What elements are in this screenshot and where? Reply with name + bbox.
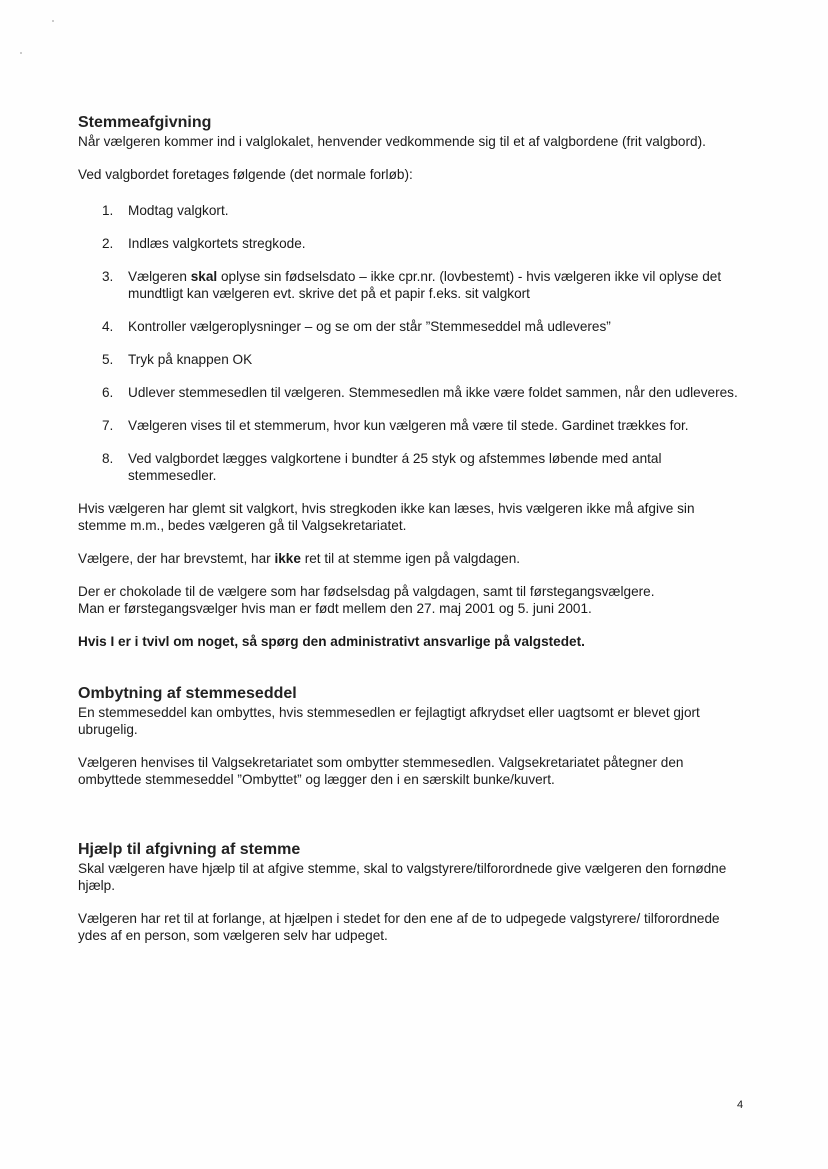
list-item bbox=[78, 318, 746, 335]
chocolate-line-2: Man er førstegangsvælger hvis man er født mellem den 27. maj 2001 og 5. juni 2001. bbox=[78, 601, 592, 616]
step-text: Indlæs valgkortets stregkode. bbox=[128, 236, 306, 251]
step-number: 6. bbox=[102, 385, 114, 400]
hjaelp-paragraph-2: Vælgeren har ret til at forlange, at hjælpen i stedet for den ene af de to udpegede valgstyrere/ tilforordnede ydes af en person, som vælgeren selv har udpeget. bbox=[78, 911, 720, 943]
step-number: 4. bbox=[102, 319, 114, 334]
list-item bbox=[78, 235, 746, 252]
step-number: 7. bbox=[102, 418, 114, 433]
step-text: Udlever stemmesedlen til vælgeren. Stemmesedlen må ikke være foldet sammen, når den udleveres. bbox=[128, 385, 738, 400]
list-item bbox=[78, 351, 746, 368]
step-text: Modtag valgkort. bbox=[128, 203, 229, 218]
steps-list bbox=[78, 202, 746, 484]
step-text: Vælgeren vises til et stemmerum, hvor kun vælgeren må være til stede. Gardinet trækkes for. bbox=[128, 418, 689, 433]
step-number: 1. bbox=[102, 203, 114, 218]
step-text-bold: skal bbox=[190, 269, 218, 284]
ombytning-paragraph-1: En stemmeseddel kan ombyttes, hvis stemmesedlen er fejlagtigt afkrydset eller uagtsomt er blevet gjort ubrugelig. bbox=[78, 705, 700, 737]
list-item bbox=[78, 450, 746, 484]
page-number: 4 bbox=[737, 1099, 744, 1111]
scan-speck bbox=[52, 20, 54, 22]
hjaelp-paragraph-1: Skal vælgeren have hjælp til at afgive stemme, skal to valgstyrere/tilforordnede give vælgeren den fornødne hjælp. bbox=[78, 861, 727, 893]
doubt-note: Hvis I er i tvivl om noget, så spørg den administrativt ansvarlige på valgstedet. bbox=[78, 634, 585, 649]
list-item bbox=[78, 384, 746, 401]
postal-vote-bold: ikke bbox=[274, 551, 301, 566]
section-heading-ombytning: Ombytning af stemmeseddel bbox=[78, 685, 297, 702]
steps-lead: Ved valgbordet foretages følgende (det normale forløb): bbox=[78, 167, 413, 182]
list-item bbox=[78, 268, 746, 302]
scan-speck bbox=[20, 52, 22, 54]
step-text-post: oplyse sin fødselsdato – ikke cpr.nr. (lovbestemt) - hvis vælgeren ikke vil oplyse det mundtligt kan vælgeren evt. skrive det på et papir f.eks. sit valgkort bbox=[128, 269, 722, 301]
step-number: 3. bbox=[102, 269, 114, 284]
step-number: 2. bbox=[102, 236, 114, 251]
step-number: 8. bbox=[102, 451, 114, 466]
list-item bbox=[78, 202, 746, 219]
ombytning-paragraph-2: Vælgeren henvises til Valgsekretariatet som ombytter stemmesedlen. Valgsekretariatet påtegner den ombyttede stemmeseddel ”Ombyttet” og lægger den i en særskilt bunke/kuvert. bbox=[78, 755, 684, 787]
page-content bbox=[78, 113, 746, 944]
section-heading-hjaelp: Hjælp til afgivning af stemme bbox=[78, 841, 301, 858]
step-text: Kontroller vælgeroplysninger – og se om der står ”Stemmeseddel må udleveres” bbox=[128, 319, 611, 334]
step-text: Tryk på knappen OK bbox=[128, 352, 253, 367]
step-text: Ved valgbordet lægges valgkortene i bundter á 25 styk og afstemmes løbende med antal stemmesedler. bbox=[128, 451, 662, 483]
section-heading-stemmeafgivning: Stemmeafgivning bbox=[78, 114, 212, 131]
intro-paragraph: Når vælgeren kommer ind i valglokalet, henvender vedkommende sig til et af valgbordene (frit valgbord). bbox=[78, 134, 706, 149]
chocolate-line-1: Der er chokolade til de vælgere som har fødselsdag på valgdagen, samt til førstegangsvælgere. bbox=[78, 584, 655, 599]
list-item bbox=[78, 417, 746, 434]
forgot-card-paragraph: Hvis vælgeren har glemt sit valgkort, hvis stregkoden ikke kan læses, hvis vælgeren ikke må afgive sin stemme m.m., bedes vælgeren gå til Valgsekretariatet. bbox=[78, 501, 695, 533]
step-text-pre: Vælgeren bbox=[128, 269, 191, 284]
postal-vote-paragraph: Vælgere, der har brevstemt, har ikke ret til at stemme igen på valgdagen. bbox=[78, 551, 521, 566]
step-number: 5. bbox=[102, 352, 114, 367]
